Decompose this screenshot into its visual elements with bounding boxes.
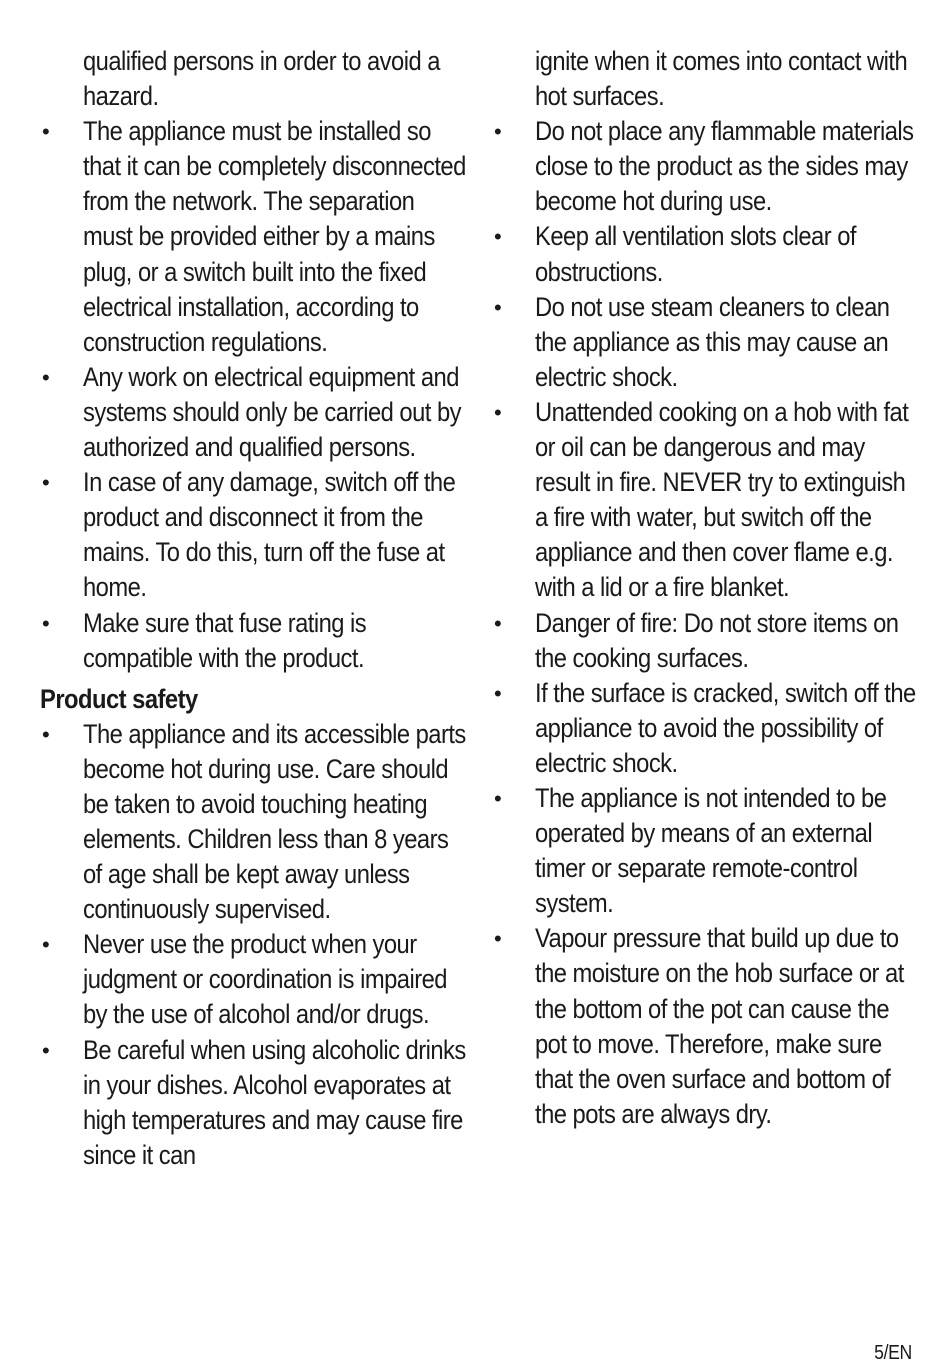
bullet-icon: • (42, 364, 50, 390)
list-item: • Be careful when using alcoholic drinks in your dishes. Alcohol evaporates at high temperatures and may cause fire since it can (42, 1034, 466, 1170)
list-item: • Do not place any flammable materials close to the product as the sides may become hot during use. (494, 116, 914, 217)
list-item: • Vapour pressure that build up due to the moisture on the hob surface or at the bottom of the pot can cause the pot to move. Therefore, make sure that the oven surface and bottom of the pots are always dry. (494, 923, 904, 1129)
list-item: • Never use the product when your judgment or coordination is impaired by the use of alcohol and/or drugs. (42, 929, 448, 1030)
bullet-icon: • (494, 610, 502, 636)
bullet-icon: • (42, 721, 50, 747)
list-item: • Unattended cooking on a hob with fat or oil can be dangerous and may result in fire. NEVER try to extinguish a fire with water, but switch off the appliance and then cover flame e.g. with a lid or a fire blanket. (494, 396, 909, 603)
bullet-icon: • (494, 119, 502, 145)
continuation-paragraph: qualified persons in order to avoid a hazard. (83, 46, 440, 112)
list-item: • In case of any damage, switch off the product and disconnect it from the mains. To do this, turn off the fuse at home. (42, 467, 456, 603)
list-item: • Keep all ventilation slots clear of obstructions. (494, 221, 856, 287)
list-item: • The appliance is not intended to be operated by means of an external timer or separate remote-control system. (494, 782, 887, 919)
bullet-icon: • (42, 932, 50, 958)
list-item: • Do not use steam cleaners to clean the appliance as this may cause an electric shock. (494, 291, 890, 392)
right-column (492, 44, 922, 1132)
bullet-icon: • (494, 926, 502, 952)
list-item: • The appliance and its accessible parts become hot during use. Care should be taken to avoid touching heating elements. Children less than 8 years of age shall be kept away unless continuously supervised. (42, 718, 466, 925)
bullet-icon: • (42, 119, 50, 145)
bullet-icon: • (494, 399, 502, 425)
left-column (40, 44, 470, 1173)
bullet-icon: • (494, 224, 502, 250)
list-item: • The appliance must be installed so that it can be completely disconnected from the network. The separation must be provided either by a mains plug, or a switch built into the fixed electrical installation, according to construction regulations. (42, 116, 466, 357)
bullet-icon: • (42, 610, 50, 636)
bullet-icon: • (42, 470, 50, 496)
list-item: • If the surface is cracked, switch off the appliance to avoid the possibility of electric shock. (494, 677, 916, 778)
bullet-icon: • (42, 1037, 50, 1063)
bullet-icon: • (494, 680, 502, 706)
continuation-paragraph: ignite when it comes into contact with hot surfaces. (535, 46, 908, 112)
page-number: 5/EN (874, 1342, 912, 1364)
bullet-icon: • (494, 294, 502, 320)
section-heading: Product safety (40, 683, 198, 714)
list-item: • Any work on electrical equipment and systems should only be carried out by authorized and qualified persons. (42, 361, 461, 463)
list-item: • Make sure that fuse rating is compatible with the product. (42, 607, 367, 673)
bullet-icon: • (494, 785, 502, 811)
list-item: • Danger of fire: Do not store items on the cooking surfaces. (494, 607, 899, 673)
